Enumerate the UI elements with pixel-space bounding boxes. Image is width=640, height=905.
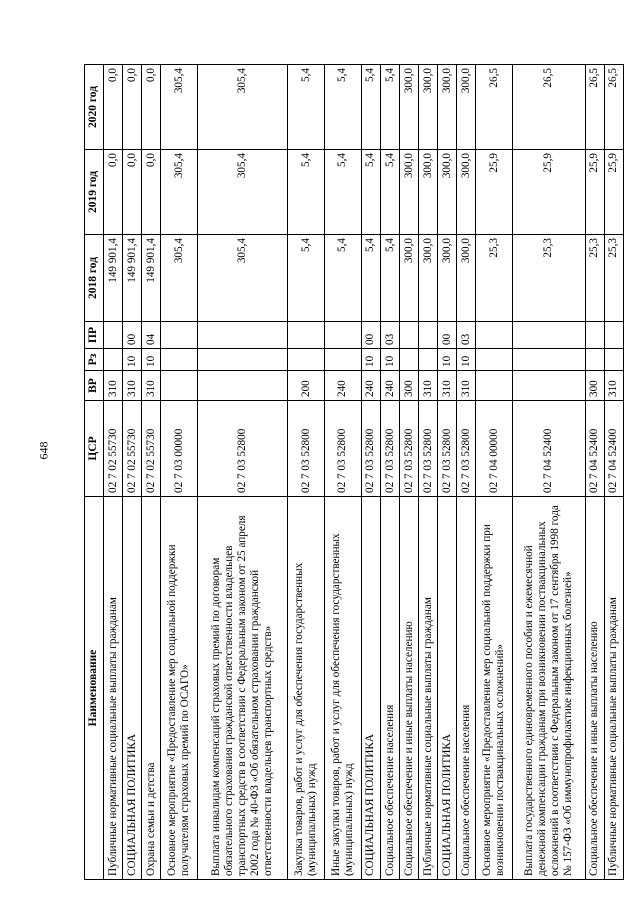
row-csr: 02 7 02 55730: [123, 401, 142, 497]
row-pr: [198, 322, 288, 349]
rotated-page: [84, 65, 624, 880]
row-name: Социальное обеспечение населения: [380, 497, 399, 880]
row-csr: 02 7 03 52800: [288, 401, 325, 497]
row-2018: 25,3: [513, 235, 585, 322]
row-2019: 25,9: [604, 150, 623, 235]
row-2019: 300,0: [457, 150, 476, 235]
row-2020: 5,4: [380, 65, 399, 150]
row-2020: 0,0: [123, 65, 142, 150]
row-rz: 10: [142, 349, 161, 371]
row-pr: [513, 322, 585, 349]
row-name: Социальное обеспечение населения: [457, 497, 476, 880]
row-2020: 0,0: [142, 65, 161, 150]
row-2018: 300,0: [457, 235, 476, 322]
table-row: [325, 65, 362, 880]
row-2018: 300,0: [438, 235, 457, 322]
row-name: СОЦИАЛЬНАЯ ПОЛИТИКА: [123, 497, 142, 880]
row-csr: 02 7 03 52800: [198, 401, 288, 497]
row-2019: 300,0: [419, 150, 438, 235]
row-pr: [400, 322, 419, 349]
row-vr: 310: [123, 371, 142, 401]
row-2020: 5,4: [361, 65, 380, 150]
row-vr: 310: [419, 371, 438, 401]
row-2019: 5,4: [380, 150, 399, 235]
row-rz: [400, 349, 419, 371]
table-row: [161, 65, 198, 880]
row-csr: 02 7 03 52800: [380, 401, 399, 497]
row-csr: 02 7 03 52800: [325, 401, 362, 497]
row-csr: 02 7 02 55730: [104, 401, 123, 497]
row-pr: [419, 322, 438, 349]
table-row: [288, 65, 325, 880]
row-rz: [325, 349, 362, 371]
row-2018: 25,3: [604, 235, 623, 322]
row-name: Публичные нормативные социальные выплаты гражданам: [104, 497, 123, 880]
table-row: [123, 65, 142, 880]
row-name: Охрана семьи и детства: [142, 497, 161, 880]
row-name: СОЦИАЛЬНАЯ ПОЛИТИКА: [361, 497, 380, 880]
row-pr: [604, 322, 623, 349]
table-row: [513, 65, 585, 880]
row-vr: 310: [604, 371, 623, 401]
row-vr: 310: [457, 371, 476, 401]
row-2020: 26,5: [585, 65, 604, 150]
row-name: Выплата государственного единовременного пособия и ежемесячной денежной компенсации гражданам при возникновении поствакцинальных осложнений в соответствии с Федеральным законом от 17 сентября 1998 года № 157-ФЗ «Об иммунопрофилактике инфекционных болезней»: [513, 497, 585, 880]
row-pr: 00: [123, 322, 142, 349]
row-name: Основное мероприятие «Предоставление мер социальной поддержки при возникновении поствакцинальных осложнений»: [476, 497, 513, 880]
table-row: [361, 65, 380, 880]
table-row: [419, 65, 438, 880]
row-2019: 5,4: [361, 150, 380, 235]
row-vr: [513, 371, 585, 401]
row-vr: 200: [288, 371, 325, 401]
row-pr: [161, 322, 198, 349]
row-name: Социальное обеспечение и иные выплаты населению: [585, 497, 604, 880]
row-csr: 02 7 04 52400: [585, 401, 604, 497]
row-2018: 5,4: [325, 235, 362, 322]
table-row: [104, 65, 123, 880]
row-rz: [161, 349, 198, 371]
budget-table: [84, 64, 624, 880]
row-rz: 10: [380, 349, 399, 371]
row-vr: 240: [380, 371, 399, 401]
table-row: [198, 65, 288, 880]
header-rz: Рз: [85, 349, 104, 371]
row-2020: 5,4: [325, 65, 362, 150]
row-name: Публичные нормативные социальные выплаты гражданам: [419, 497, 438, 880]
row-2018: 305,4: [161, 235, 198, 322]
row-pr: [288, 322, 325, 349]
row-csr: 02 7 03 52800: [419, 401, 438, 497]
row-2019: 5,4: [325, 150, 362, 235]
row-pr: 00: [361, 322, 380, 349]
row-pr: [585, 322, 604, 349]
row-2018: 149 901,4: [123, 235, 142, 322]
row-2018: 149 901,4: [142, 235, 161, 322]
row-pr: [476, 322, 513, 349]
table-row: [476, 65, 513, 880]
row-vr: 310: [104, 371, 123, 401]
row-2019: 305,4: [198, 150, 288, 235]
header-vr: ВР: [85, 371, 104, 401]
row-csr: 02 7 03 52800: [361, 401, 380, 497]
row-rz: 10: [438, 349, 457, 371]
row-vr: 310: [142, 371, 161, 401]
row-rz: [604, 349, 623, 371]
row-csr: 02 7 03 52800: [400, 401, 419, 497]
page-number: 648: [36, 441, 51, 460]
row-vr: [161, 371, 198, 401]
row-vr: 300: [585, 371, 604, 401]
row-vr: 240: [325, 371, 362, 401]
row-csr: 02 7 04 52400: [513, 401, 585, 497]
row-pr: 04: [142, 322, 161, 349]
row-2018: 5,4: [380, 235, 399, 322]
row-2019: 300,0: [438, 150, 457, 235]
row-2019: 0,0: [104, 150, 123, 235]
row-2019: 300,0: [400, 150, 419, 235]
row-pr: [325, 322, 362, 349]
row-csr: 02 7 03 52800: [438, 401, 457, 497]
row-2020: 26,5: [513, 65, 585, 150]
row-2020: 300,0: [457, 65, 476, 150]
row-rz: [104, 349, 123, 371]
row-2018: 5,4: [361, 235, 380, 322]
row-2020: 300,0: [438, 65, 457, 150]
row-2018: 25,3: [476, 235, 513, 322]
row-rz: [288, 349, 325, 371]
row-rz: 10: [123, 349, 142, 371]
row-rz: 10: [457, 349, 476, 371]
row-2018: 5,4: [288, 235, 325, 322]
row-rz: [198, 349, 288, 371]
row-name: Публичные нормативные социальные выплаты гражданам: [604, 497, 623, 880]
row-vr: 310: [438, 371, 457, 401]
row-2020: 26,5: [476, 65, 513, 150]
row-rz: [513, 349, 585, 371]
header-csr: ЦСР: [85, 401, 104, 497]
row-vr: [476, 371, 513, 401]
header-row: [85, 65, 104, 880]
row-2019: 0,0: [123, 150, 142, 235]
header-2018: 2018 год: [85, 235, 104, 322]
row-2020: 0,0: [104, 65, 123, 150]
row-2018: 300,0: [400, 235, 419, 322]
row-csr: 02 7 04 00000: [476, 401, 513, 497]
table-body: [104, 65, 624, 880]
header-name: Наименование: [85, 497, 104, 880]
table-row: [142, 65, 161, 880]
row-vr: 300: [400, 371, 419, 401]
row-pr: 00: [438, 322, 457, 349]
row-2019: 305,4: [161, 150, 198, 235]
row-2020: 300,0: [400, 65, 419, 150]
row-2019: 25,9: [476, 150, 513, 235]
row-csr: 02 7 03 00000: [161, 401, 198, 497]
row-pr: 03: [457, 322, 476, 349]
row-pr: 03: [380, 322, 399, 349]
row-2020: 305,4: [161, 65, 198, 150]
header-2019: 2019 год: [85, 150, 104, 235]
row-rz: [585, 349, 604, 371]
row-name: СОЦИАЛЬНАЯ ПОЛИТИКА: [438, 497, 457, 880]
row-pr: [104, 322, 123, 349]
table-row: [380, 65, 399, 880]
row-csr: 02 7 02 55730: [142, 401, 161, 497]
row-rz: [476, 349, 513, 371]
row-2019: 0,0: [142, 150, 161, 235]
row-2018: 305,4: [198, 235, 288, 322]
row-2020: 300,0: [419, 65, 438, 150]
header-pr: ПР: [85, 322, 104, 349]
row-name: Иные закупки товаров, работ и услуг для обеспечения государственных (муниципальных) нужд: [325, 497, 362, 880]
row-2020: 5,4: [288, 65, 325, 150]
table-row: [400, 65, 419, 880]
row-2018: 149 901,4: [104, 235, 123, 322]
row-name: Основное мероприятие «Предоставление мер социальной поддержки получателям страховых премий по ОСАГО»: [161, 497, 198, 880]
row-csr: 02 7 04 52400: [604, 401, 623, 497]
header-2020: 2020 год: [85, 65, 104, 150]
table-row: [585, 65, 604, 880]
row-name: Выплата инвалидам компенсаций страховых премий по договорам обязательного страхования гражданской ответственности владельцев транспортных средств в соответствии с Федеральным законом от 25 апреля 2002 года № 40-ФЗ «Об обязательном страховании гражданской ответственности владельцев транспортных средств»: [198, 497, 288, 880]
table-row: [438, 65, 457, 880]
row-2019: 25,9: [585, 150, 604, 235]
row-2018: 25,3: [585, 235, 604, 322]
row-name: Закупка товаров, работ и услуг для обеспечения государственных (муниципальных) нужд: [288, 497, 325, 880]
row-2020: 305,4: [198, 65, 288, 150]
row-2019: 25,9: [513, 150, 585, 235]
row-rz: 10: [361, 349, 380, 371]
row-vr: [198, 371, 288, 401]
row-2020: 26,5: [604, 65, 623, 150]
row-2019: 5,4: [288, 150, 325, 235]
table-row: [457, 65, 476, 880]
row-name: Социальное обеспечение и иные выплаты населению: [400, 497, 419, 880]
table-row: [604, 65, 623, 880]
row-2018: 300,0: [419, 235, 438, 322]
row-rz: [419, 349, 438, 371]
row-csr: 02 7 03 52800: [457, 401, 476, 497]
row-vr: 240: [361, 371, 380, 401]
